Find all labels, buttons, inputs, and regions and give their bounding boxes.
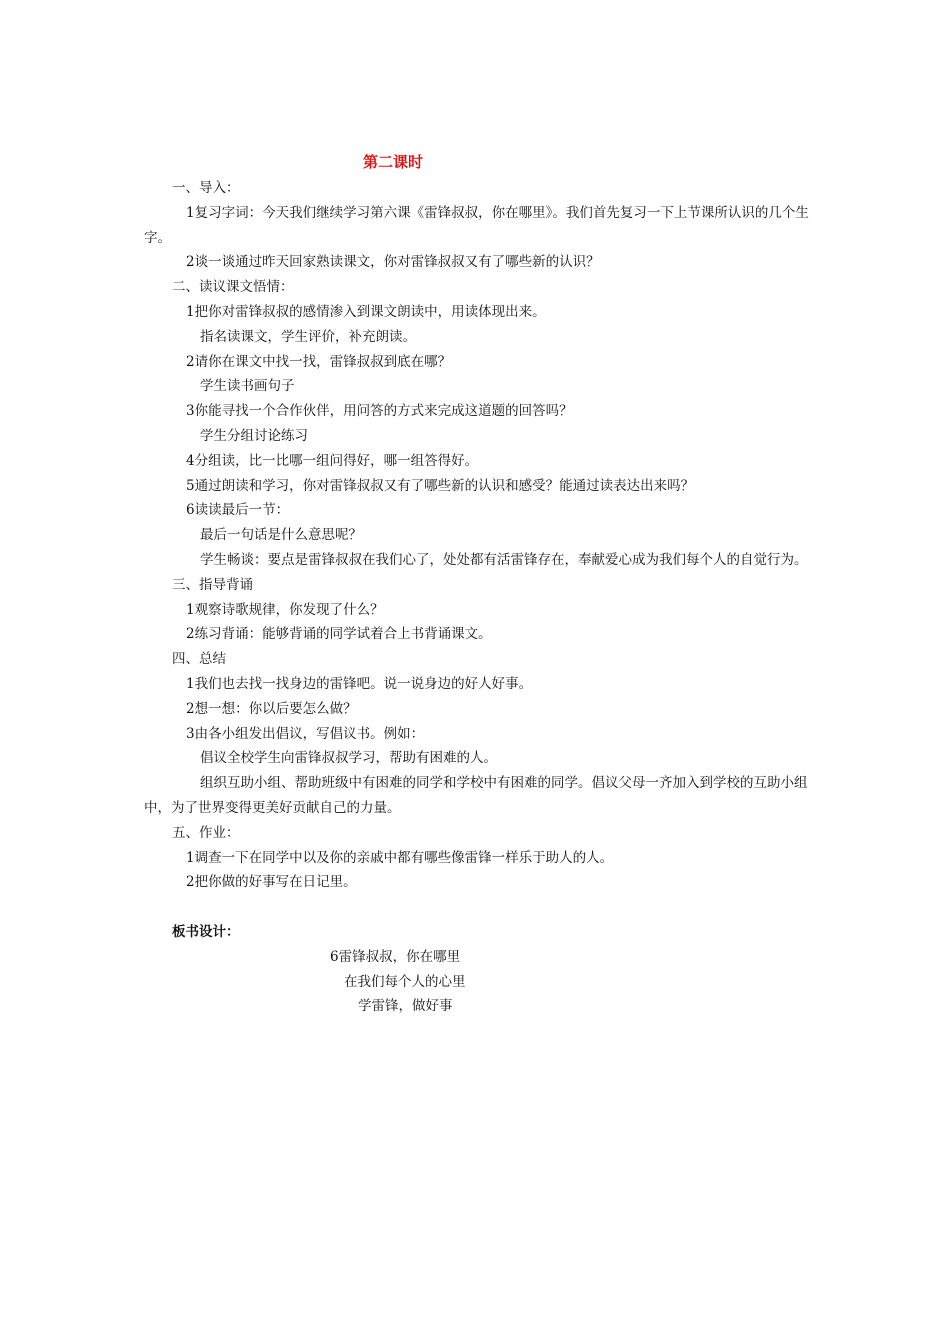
paragraph: 4分组读，比一比哪一组问得好，哪一组答得好。 xyxy=(186,452,479,469)
page-title: 第二课时 xyxy=(362,153,423,171)
board-design-heading: 板书设计： xyxy=(172,923,240,940)
paragraph: 3你能寻找一个合作伙伴，用问答的方式来完成这道题的回答吗？ xyxy=(186,403,573,420)
paragraph: 指名读课文，学生评价，补充朗读。 xyxy=(200,328,416,345)
paragraph: 1复习字词：今天我们继续学习第六课《雷锋叔叔，你在哪里》。我们首先复习一下上节课所认识的几个生字。 xyxy=(144,204,809,246)
paragraph: 最后一句话是什么意思呢？ xyxy=(200,527,362,544)
board-line: 学雷锋，做好事 xyxy=(358,998,453,1015)
spacer xyxy=(144,895,812,920)
lesson-content xyxy=(144,176,812,1019)
paragraph: 1观察诗歌规律，你发现了什么？ xyxy=(186,601,384,618)
paragraph: 5通过朗读和学习，你对雷锋叔叔又有了哪些新的认识和感受？能通过读表达出来吗？ xyxy=(186,477,695,494)
paragraph: 1把你对雷锋叔叔的感情渗入到课文朗读中，用读体现出来。 xyxy=(186,303,546,320)
paragraph: 3由各小组发出倡议，写倡议书。例如： xyxy=(186,725,425,742)
paragraph: 学生分组讨论练习 xyxy=(200,427,308,444)
section-heading-homework: 五、作业： xyxy=(172,824,240,841)
paragraph: 2谈一谈通过昨天回家熟读课文，你对雷锋叔叔又有了哪些新的认识？ xyxy=(186,254,600,271)
section-heading-recite: 三、指导背诵 xyxy=(172,576,253,593)
paragraph: 6读读最后一节： xyxy=(186,502,290,519)
paragraph: 2把你做的好事写在日记里。 xyxy=(186,874,357,891)
paragraph: 1我们也去找一找身边的雷锋吧。说一说身边的好人好事。 xyxy=(186,675,533,692)
paragraph: 倡议全校学生向雷锋叔叔学习，帮助有困难的人。 xyxy=(200,750,497,767)
board-line: 在我们每个人的心里 xyxy=(344,973,466,990)
paragraph: 学生读书画句子 xyxy=(200,378,295,395)
paragraph: 学生畅谈：要点是雷锋叔叔在我们心了，处处都有活雷锋存在，奉献爱心成为我们每个人的自觉行为。 xyxy=(200,551,808,568)
paragraph: 1调查一下在同学中以及你的亲戚中都有哪些像雷锋一样乐于助人的人。 xyxy=(186,849,614,866)
section-heading-summary: 四、总结 xyxy=(172,651,226,668)
section-heading-reading: 二、读议课文悟情： xyxy=(172,279,294,296)
paragraph: 组织互助小组、帮助班级中有困难的同学和学校中有困难的同学。倡议父母一齐加入到学校的互助小组中，为了世界变得更美好贡献自己的力量。 xyxy=(144,775,808,816)
paragraph: 2想一想：你以后要怎么做？ xyxy=(186,700,357,717)
paragraph: 2请你在课文中找一找，雷锋叔叔到底在哪？ xyxy=(186,353,452,370)
paragraph: 2练习背诵：能够背诵的同学试着合上书背诵课文。 xyxy=(186,626,492,643)
board-line: 6雷锋叔叔，你在哪里 xyxy=(330,948,461,965)
section-heading-intro: 一、导入： xyxy=(172,180,240,196)
